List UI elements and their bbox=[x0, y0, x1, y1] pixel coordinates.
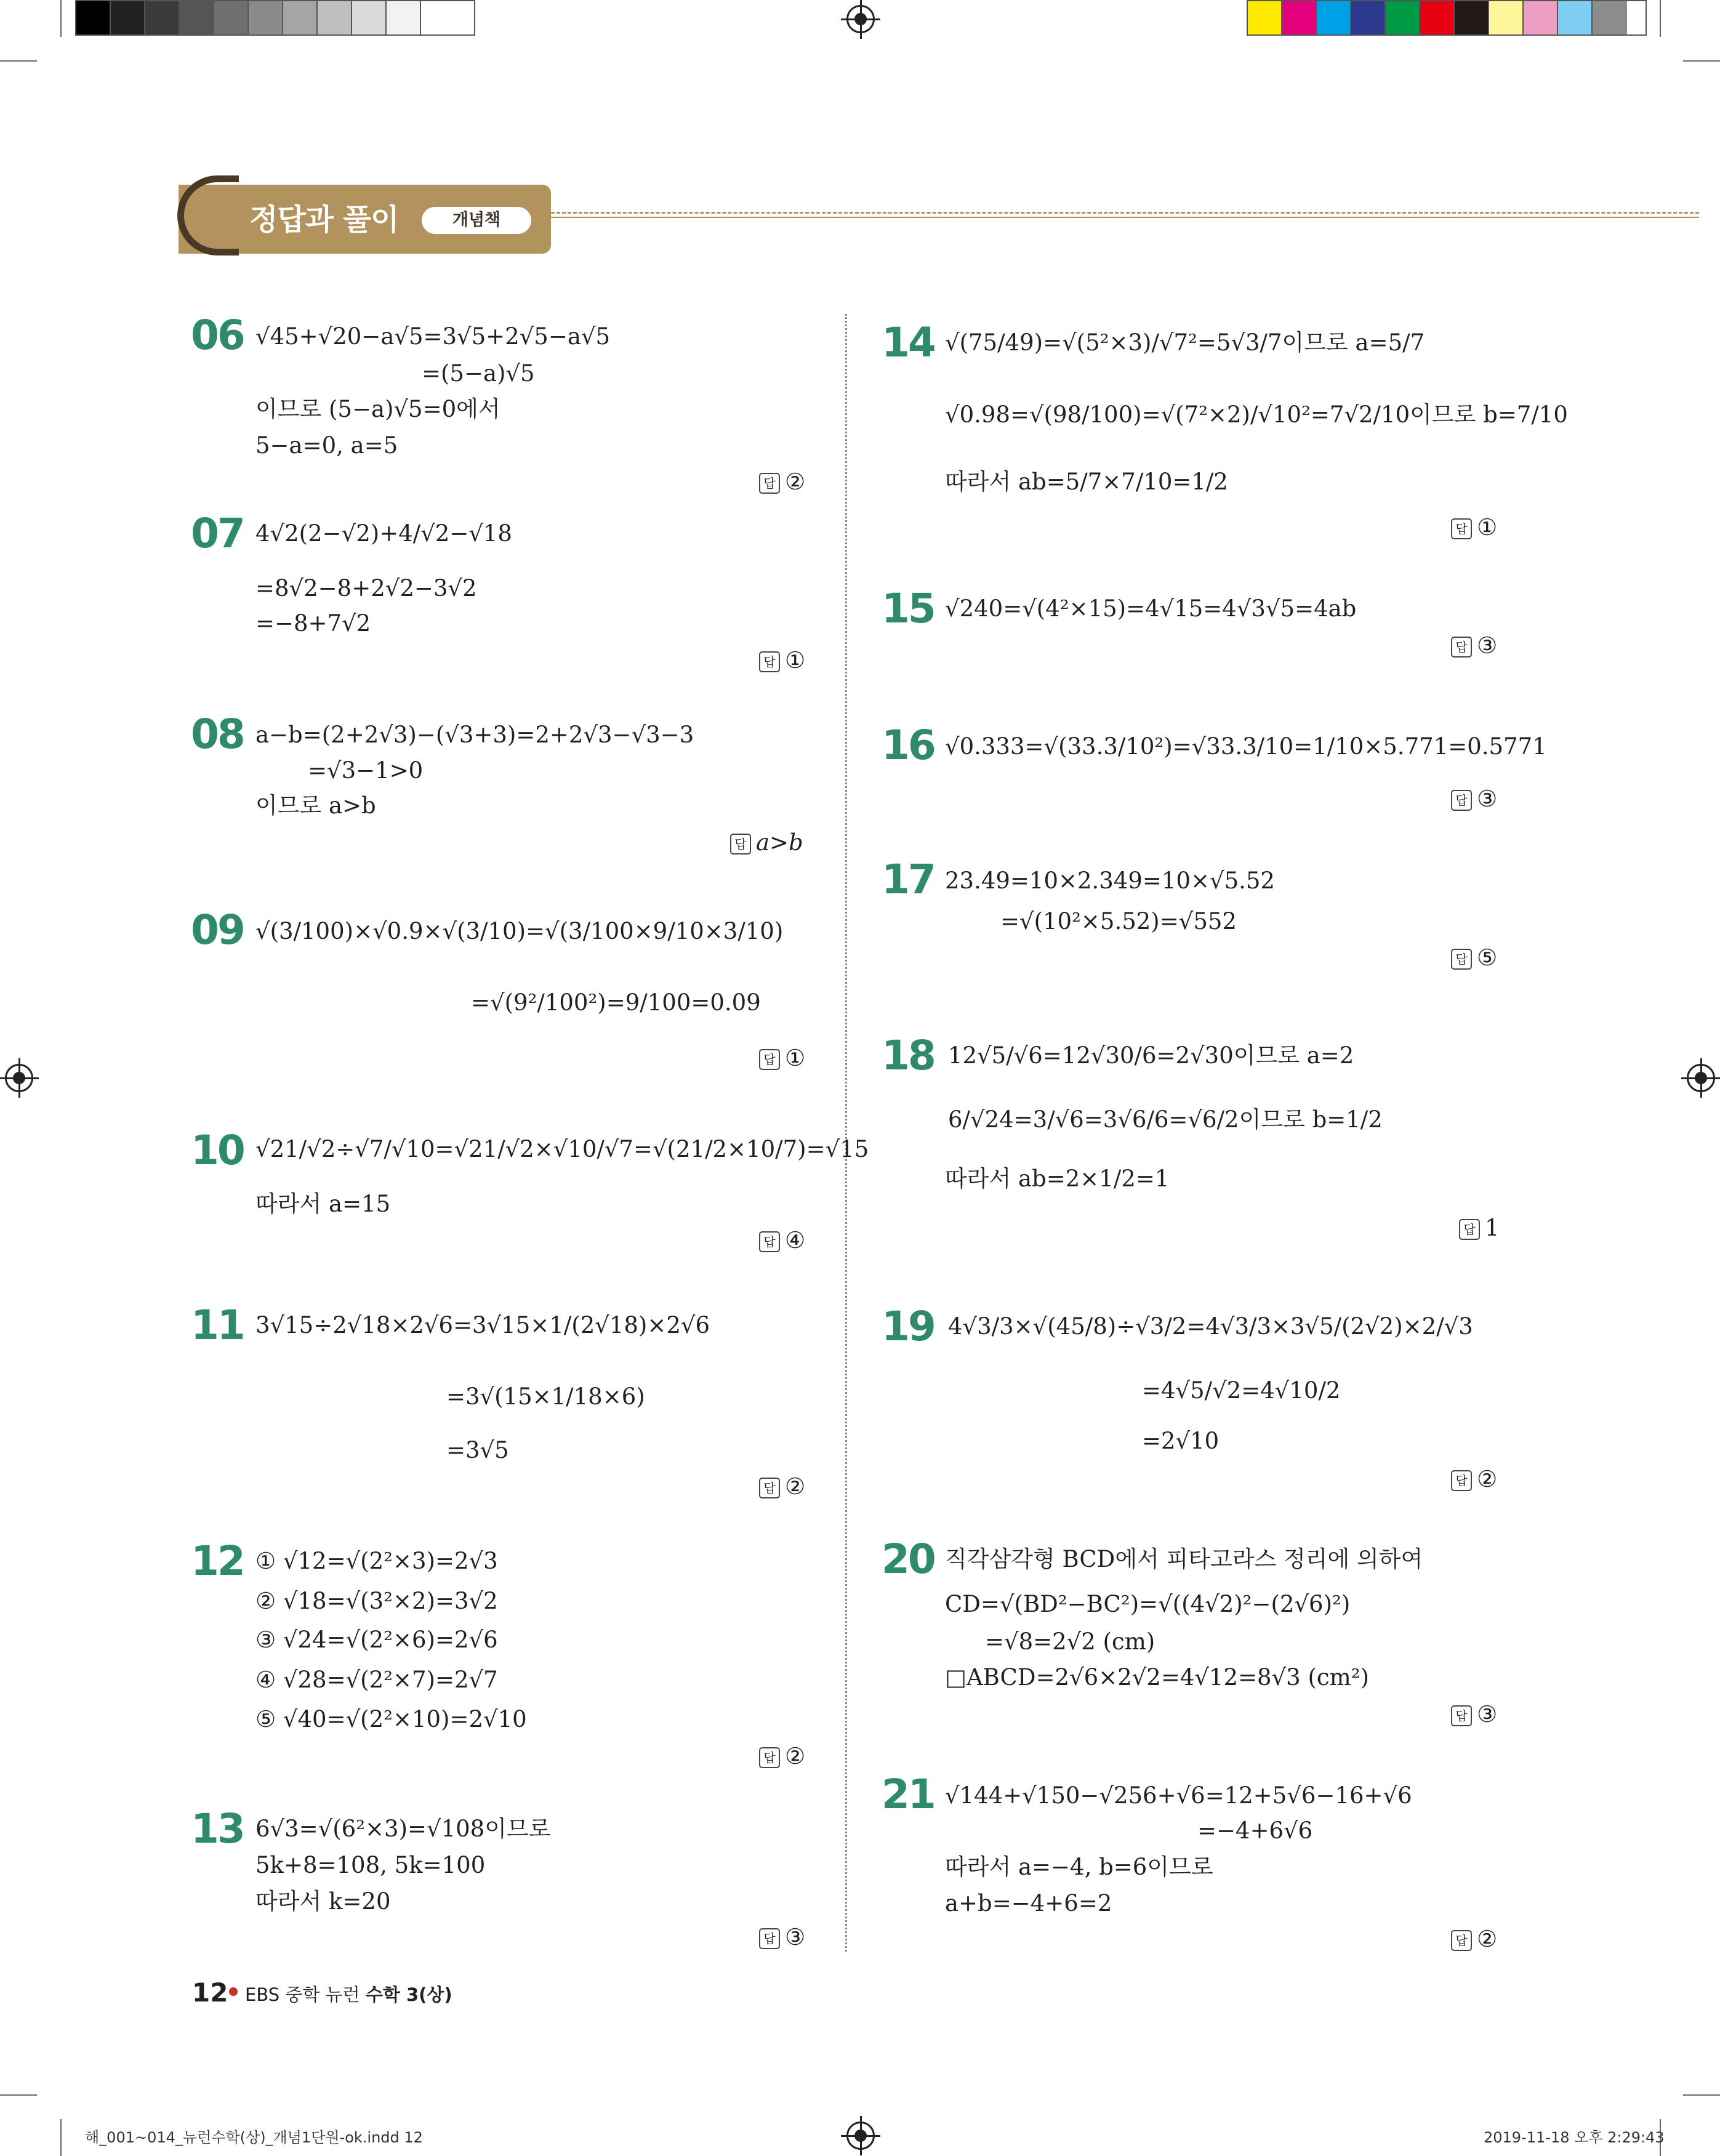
solution-line: √144+√150−√256+√6=12+5√6−16+√6 bbox=[945, 1782, 1412, 1809]
solution-line: 5k+8=108, 5k=100 bbox=[255, 1852, 486, 1878]
problem-number: 20 bbox=[882, 1535, 934, 1583]
solution-line: a−b=(2+2√3)−(√3+3)=2+2√3−√3−3 bbox=[255, 722, 694, 748]
page-title: 정답과 풀이 bbox=[249, 203, 399, 237]
registration-mark-icon bbox=[846, 5, 875, 33]
problem-number: 11 bbox=[191, 1301, 244, 1349]
solution-line: ⑤ √40=√(2²×10)=2√10 bbox=[255, 1706, 527, 1732]
registration-mark-icon bbox=[846, 2122, 875, 2150]
answer-icon: 답 bbox=[759, 1478, 780, 1498]
solution-line: √0.333=√(33.3/10²)=√33.3/10=1/10×5.771=0.5771 bbox=[945, 733, 1547, 760]
solution-line: ② √18=√(3²×2)=3√2 bbox=[255, 1588, 498, 1614]
answer-icon: 답 bbox=[730, 834, 751, 855]
header-rule bbox=[551, 212, 1699, 214]
solution-line: =−4+6√6 bbox=[1197, 1817, 1313, 1844]
page-number: 12 bbox=[192, 1977, 228, 2008]
solution-line: =−8+7√2 bbox=[255, 610, 371, 637]
answer: 답 ② bbox=[759, 470, 805, 494]
problem-number: 06 bbox=[191, 312, 244, 359]
answer: 답 ② bbox=[759, 1475, 805, 1498]
answer-icon: 답 bbox=[1459, 1219, 1480, 1240]
problem-number: 16 bbox=[882, 722, 934, 769]
solution-line: 6/√24=3/√6=3√6/6=√6/2이므로 b=1/2 bbox=[948, 1106, 1383, 1133]
solution-line: =3√(15×1/18×6) bbox=[446, 1383, 645, 1410]
answer-icon: 답 bbox=[1451, 637, 1472, 658]
solution-line: 직각삼각형 BCD에서 피타고라스 정리에 의하여 bbox=[945, 1546, 1423, 1572]
solution-line: 3√15÷2√18×2√6=3√15×1/(2√18)×2√6 bbox=[255, 1312, 710, 1338]
solution-line: =3√5 bbox=[446, 1437, 509, 1463]
file-slug: 해_001~014_뉴런수학(상)_개념1단원-ok.indd 12 bbox=[85, 2129, 423, 2146]
answer: 답 ② bbox=[1451, 1468, 1497, 1491]
problem-number: 07 bbox=[191, 510, 244, 557]
answer-icon: 답 bbox=[759, 1231, 780, 1252]
solution-line: =√(9²/100²)=9/100=0.09 bbox=[471, 989, 761, 1016]
answer-icon: 답 bbox=[1451, 1470, 1472, 1491]
answer: 답 a>b bbox=[730, 831, 803, 855]
problem-number: 15 bbox=[882, 585, 934, 632]
answer-icon: 답 bbox=[1451, 518, 1472, 539]
solution-line: a+b=−4+6=2 bbox=[945, 1890, 1112, 1917]
answer: 답 ⑤ bbox=[1451, 946, 1497, 970]
answer: 답 ③ bbox=[1451, 1703, 1497, 1726]
answer: 답 ④ bbox=[759, 1229, 805, 1252]
crop-mark bbox=[1683, 2094, 1720, 2096]
solution-line: 4√3/3×√(45/8)÷√3/2=4√3/3×3√5/(2√2)×2/√3 bbox=[948, 1313, 1473, 1340]
answer: 답 ① bbox=[759, 1047, 805, 1070]
solution-line: 따라서 a=−4, b=6이므로 bbox=[945, 1854, 1213, 1880]
solution-line: □ABCD=2√6×2√2=4√12=8√3 (cm²) bbox=[945, 1664, 1369, 1691]
column-divider bbox=[845, 314, 847, 1952]
problem-number: 21 bbox=[882, 1771, 934, 1818]
solution-line: =(5−a)√5 bbox=[422, 360, 535, 387]
answer-icon: 답 bbox=[1451, 1930, 1472, 1951]
problem-number: 14 bbox=[882, 319, 934, 366]
solution-line: 23.49=10×2.349=10×√5.52 bbox=[945, 867, 1275, 894]
problem-number: 13 bbox=[191, 1805, 244, 1852]
grayscale-bar bbox=[75, 0, 475, 36]
solution-line: =2√10 bbox=[1142, 1428, 1220, 1454]
solution-line: ④ √28=√(2²×7)=2√7 bbox=[255, 1667, 498, 1693]
solution-line: =√8=2√2 (cm) bbox=[985, 1628, 1155, 1655]
solution-line: 6√3=√(6²×3)=√108이므로 bbox=[255, 1816, 551, 1842]
solution-line: 따라서 ab=2×1/2=1 bbox=[945, 1165, 1170, 1192]
crop-mark bbox=[60, 0, 62, 37]
crop-mark bbox=[0, 60, 37, 62]
solution-line: =4√5/√2=4√10/2 bbox=[1142, 1377, 1341, 1404]
solution-line: √21/√2÷√7/√10=√21/√2×√10/√7=√(21/2×10/7)=√15 bbox=[255, 1136, 869, 1162]
answer: 답 ② bbox=[1451, 1928, 1497, 1951]
solution-line: 따라서 k=20 bbox=[255, 1888, 391, 1915]
answer-icon: 답 bbox=[1451, 949, 1472, 970]
crop-mark bbox=[1683, 60, 1720, 62]
solution-line: √240=√(4²×15)=4√15=4√3√5=4ab bbox=[945, 595, 1357, 622]
solution-line: √45+√20−a√5=3√5+2√5−a√5 bbox=[255, 323, 610, 350]
problem-number: 09 bbox=[191, 906, 244, 954]
solution-line: 따라서 ab=5/7×7/10=1/2 bbox=[945, 469, 1228, 495]
book-badge: 개념책 bbox=[422, 207, 531, 234]
answer: 답 ① bbox=[759, 649, 805, 672]
header-rule bbox=[551, 217, 1699, 218]
answer: 답 ③ bbox=[1451, 634, 1497, 658]
answer-icon: 답 bbox=[759, 1747, 780, 1768]
solution-line: =√(10²×5.52)=√552 bbox=[1000, 908, 1237, 935]
registration-mark-icon bbox=[1687, 1064, 1715, 1092]
answer: 답 ② bbox=[759, 1745, 805, 1768]
solution-line: 4√2(2−√2)+4/√2−√18 bbox=[255, 520, 512, 547]
solution-line: ③ √24=√(2²×6)=2√6 bbox=[255, 1627, 498, 1653]
bullet-icon bbox=[229, 1987, 238, 1996]
problem-number: 17 bbox=[882, 856, 934, 903]
answer-icon: 답 bbox=[759, 651, 780, 672]
solution-line: 5−a=0, a=5 bbox=[255, 432, 398, 459]
solution-line: √0.98=√(98/100)=√(7²×2)/√10²=7√2/10이므로 b=7/10 bbox=[945, 401, 1568, 428]
solution-line: CD=√(BD²−BC²)=√((4√2)²−(2√6)²) bbox=[945, 1591, 1351, 1617]
solution-line: 12√5/√6=12√30/6=2√30이므로 a=2 bbox=[948, 1042, 1354, 1069]
problem-number: 08 bbox=[191, 710, 244, 758]
solution-line: =√3−1>0 bbox=[308, 757, 424, 784]
problem-number: 18 bbox=[882, 1032, 934, 1079]
answer-icon: 답 bbox=[759, 473, 780, 494]
crop-mark bbox=[60, 2119, 62, 2156]
registration-mark-icon bbox=[5, 1064, 33, 1092]
solution-line: ① √12=√(2²×3)=2√3 bbox=[255, 1548, 498, 1574]
solution-line: 이므로 a>b bbox=[255, 792, 376, 819]
problem-number: 10 bbox=[191, 1127, 244, 1174]
book-title: EBS 중학 뉴런 수학 3(상) bbox=[245, 1984, 452, 2005]
answer: 답 ③ bbox=[759, 1926, 805, 1949]
answer: 답 ① bbox=[1451, 516, 1497, 539]
color-bar bbox=[1247, 0, 1647, 36]
crop-mark bbox=[0, 2094, 37, 2096]
answer-icon: 답 bbox=[759, 1049, 780, 1070]
solution-line: √(75/49)=√(5²×3)/√7²=5√3/7이므로 a=5/7 bbox=[945, 329, 1425, 356]
solution-line: 이므로 (5−a)√5=0에서 bbox=[255, 396, 500, 422]
answer: 답 ③ bbox=[1451, 787, 1497, 811]
problem-number: 19 bbox=[882, 1303, 934, 1350]
solution-line: 따라서 a=15 bbox=[255, 1191, 391, 1217]
solution-line: √(3/100)×√0.9×√(3/10)=√(3/100×9/10×3/10) bbox=[255, 918, 784, 944]
print-timestamp: 2019-11-18 오후 2:29:43 bbox=[1484, 2129, 1665, 2146]
answer-icon: 답 bbox=[1451, 790, 1472, 811]
crop-mark bbox=[1660, 0, 1661, 37]
solution-line: =8√2−8+2√2−3√2 bbox=[255, 575, 477, 601]
answer: 답 1 bbox=[1459, 1217, 1500, 1240]
answer-icon: 답 bbox=[1451, 1705, 1472, 1726]
answer-icon: 답 bbox=[759, 1928, 780, 1949]
problem-number: 12 bbox=[191, 1537, 244, 1585]
